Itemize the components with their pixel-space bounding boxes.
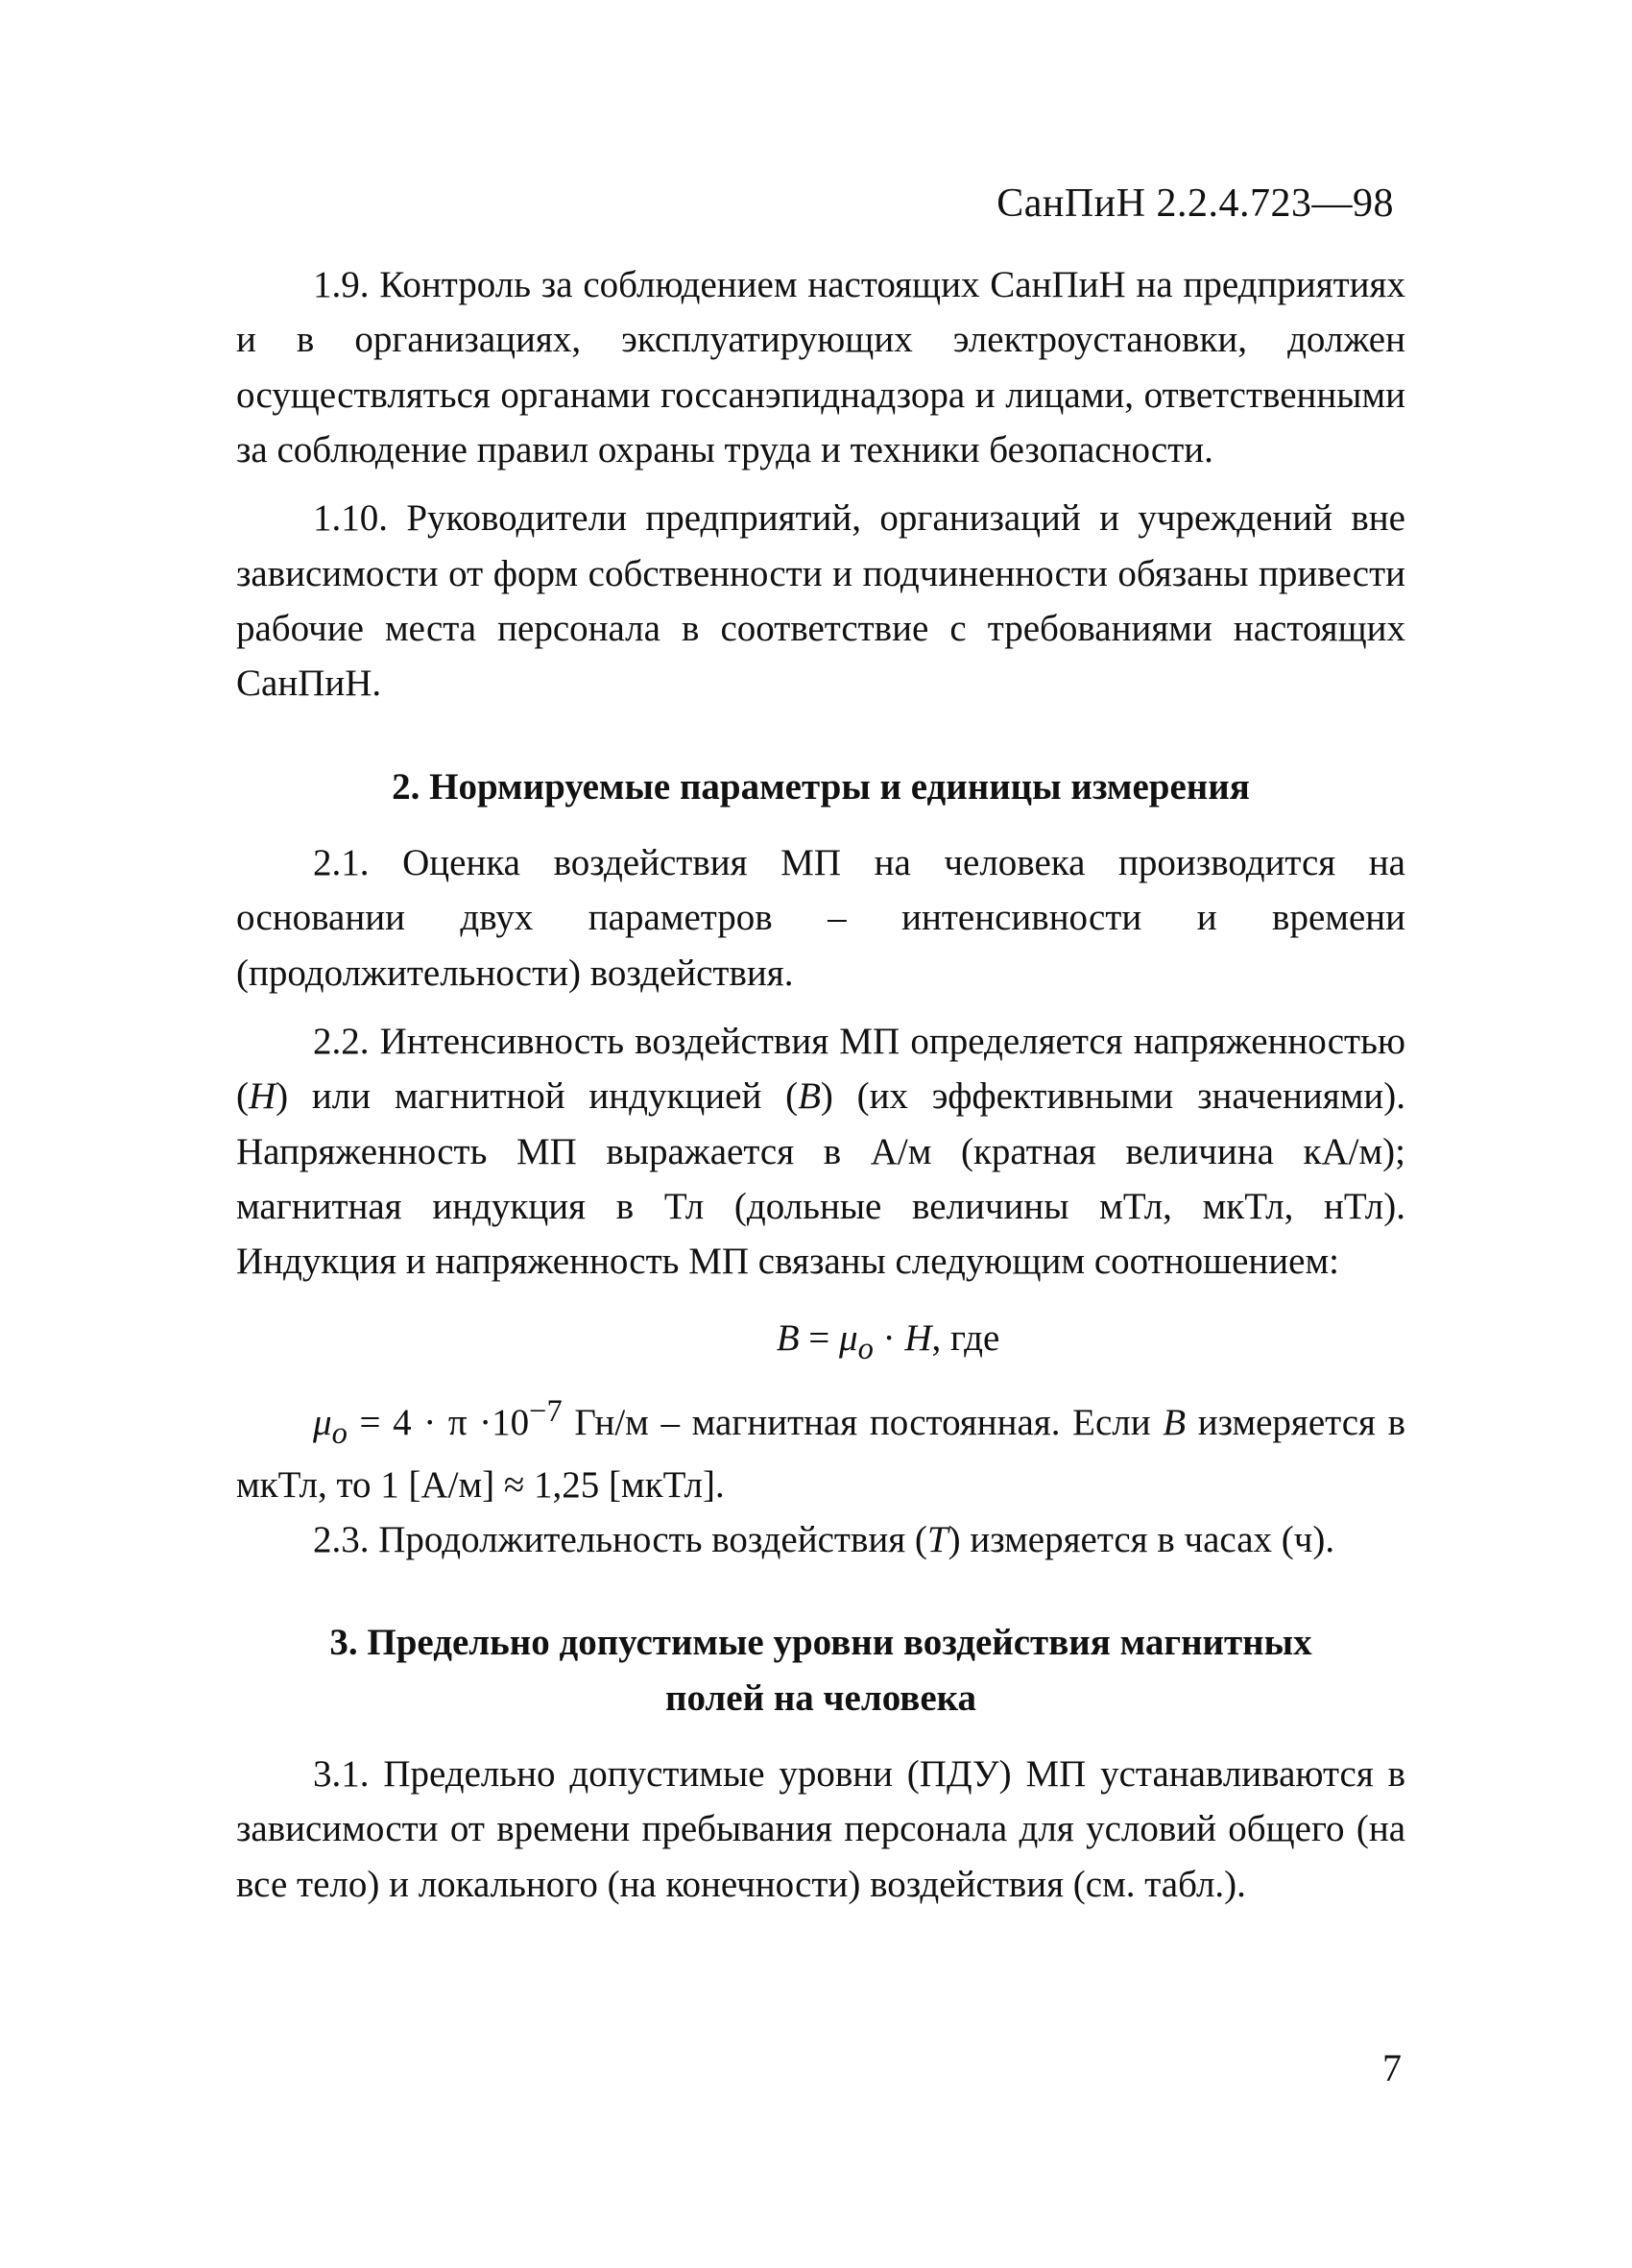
paragraph-2-2: [236, 1014, 1405, 1290]
section-3-heading: [236, 1615, 1405, 1725]
paragraph-2-2-text-a: 2.2. Интенсивность воздействия МП определяется напряженностью (: [236, 1020, 1405, 1118]
formula-b: B: [776, 1316, 800, 1359]
mu-subscript: o: [331, 1415, 348, 1451]
paragraph-2-2-text-c: ) (их эффективными значениями). Напряженность МП выражается в А/м (кратная величина кА/м); магнитная индукция в Тл (дольные величины мТл, мкТл, нТл). Индукция и напряженность МП связаны следующим соотношением:: [236, 1075, 1405, 1283]
section-2-heading: 2. Нормируемые параметры и единицы измерения: [392, 765, 1250, 808]
formula-h: H: [904, 1316, 932, 1359]
page-body: [236, 257, 1405, 1912]
symbol-b: В: [798, 1075, 821, 1118]
mu-symbol: μ: [313, 1402, 332, 1444]
induction-formula: [236, 1311, 1405, 1373]
formula-equals: =: [799, 1316, 840, 1359]
formula-mu: μ: [839, 1316, 858, 1359]
paragraph-2-3: [236, 1512, 1405, 1567]
paragraph-3-1: 3.1. Предельно допустимые уровни (ПДУ) МП устанавливаются в зависимости от времени пребывания персонала для условий общего (на все тело) и локального (на конечности) воздействия (см. табл.).: [236, 1753, 1405, 1905]
paragraph-2-2-text-b: ) или магнитной индукцией (: [276, 1075, 799, 1118]
paragraph-1-9: 1.9. Контроль за соблюдением настоящих СанПиН на предприятиях и в организациях, эксплуатирующих электроустановки, должен осуществляться органами госсанэпиднадзора и лицами, ответственными за соблюдение правил охраны труда и техники безопасности.: [236, 264, 1405, 470]
formula-dot: ·: [873, 1316, 905, 1359]
formula-tail: , где: [931, 1316, 1000, 1359]
symbol-t: Т: [926, 1519, 948, 1561]
mu-exponent: −7: [529, 1394, 563, 1430]
paragraph-2-1: 2.1. Оценка воздействия МП на человека производится на основании двух параметров – интенсивности и времени (продолжительности) воздействия.: [236, 841, 1405, 994]
mu-def-text-a: = 4 · π ·10: [347, 1402, 530, 1444]
section-3-heading-line-1: 3. Предельно допустимые уровни воздействия магнитных: [329, 1622, 1312, 1664]
paragraph-1-10: 1.10. Руководители предприятий, организаций и учреждений вне зависимости от форм собственности и подчиненности обязаны привести рабочие места персонала в соответствие с требованиями настоящих СанПиН.: [236, 497, 1405, 705]
mu-def-symbol-b: В: [1163, 1402, 1187, 1444]
formula-mu-subscript: o: [857, 1331, 874, 1366]
paragraph-2-3-text-b: ) измеряется в часах (ч).: [948, 1519, 1335, 1561]
page-number: 7: [1382, 2046, 1402, 2089]
document-id-header: СанПиН 2.2.4.723—98: [996, 181, 1394, 226]
mu-def-text-c: измеряется в мкТл, то 1 [А/м] ≈ 1,25 [мкТл].: [236, 1402, 1405, 1506]
mu-def-text-b: Гн/м – магнитная постоянная. Если: [562, 1402, 1164, 1444]
magnetic-constant-definition: [236, 1389, 1405, 1512]
paragraph-2-3-text-a: 2.3. Продолжительность воздействия (: [313, 1519, 927, 1561]
section-3-heading-line-2: полей на человека: [664, 1677, 977, 1719]
symbol-h: Н: [249, 1075, 276, 1118]
